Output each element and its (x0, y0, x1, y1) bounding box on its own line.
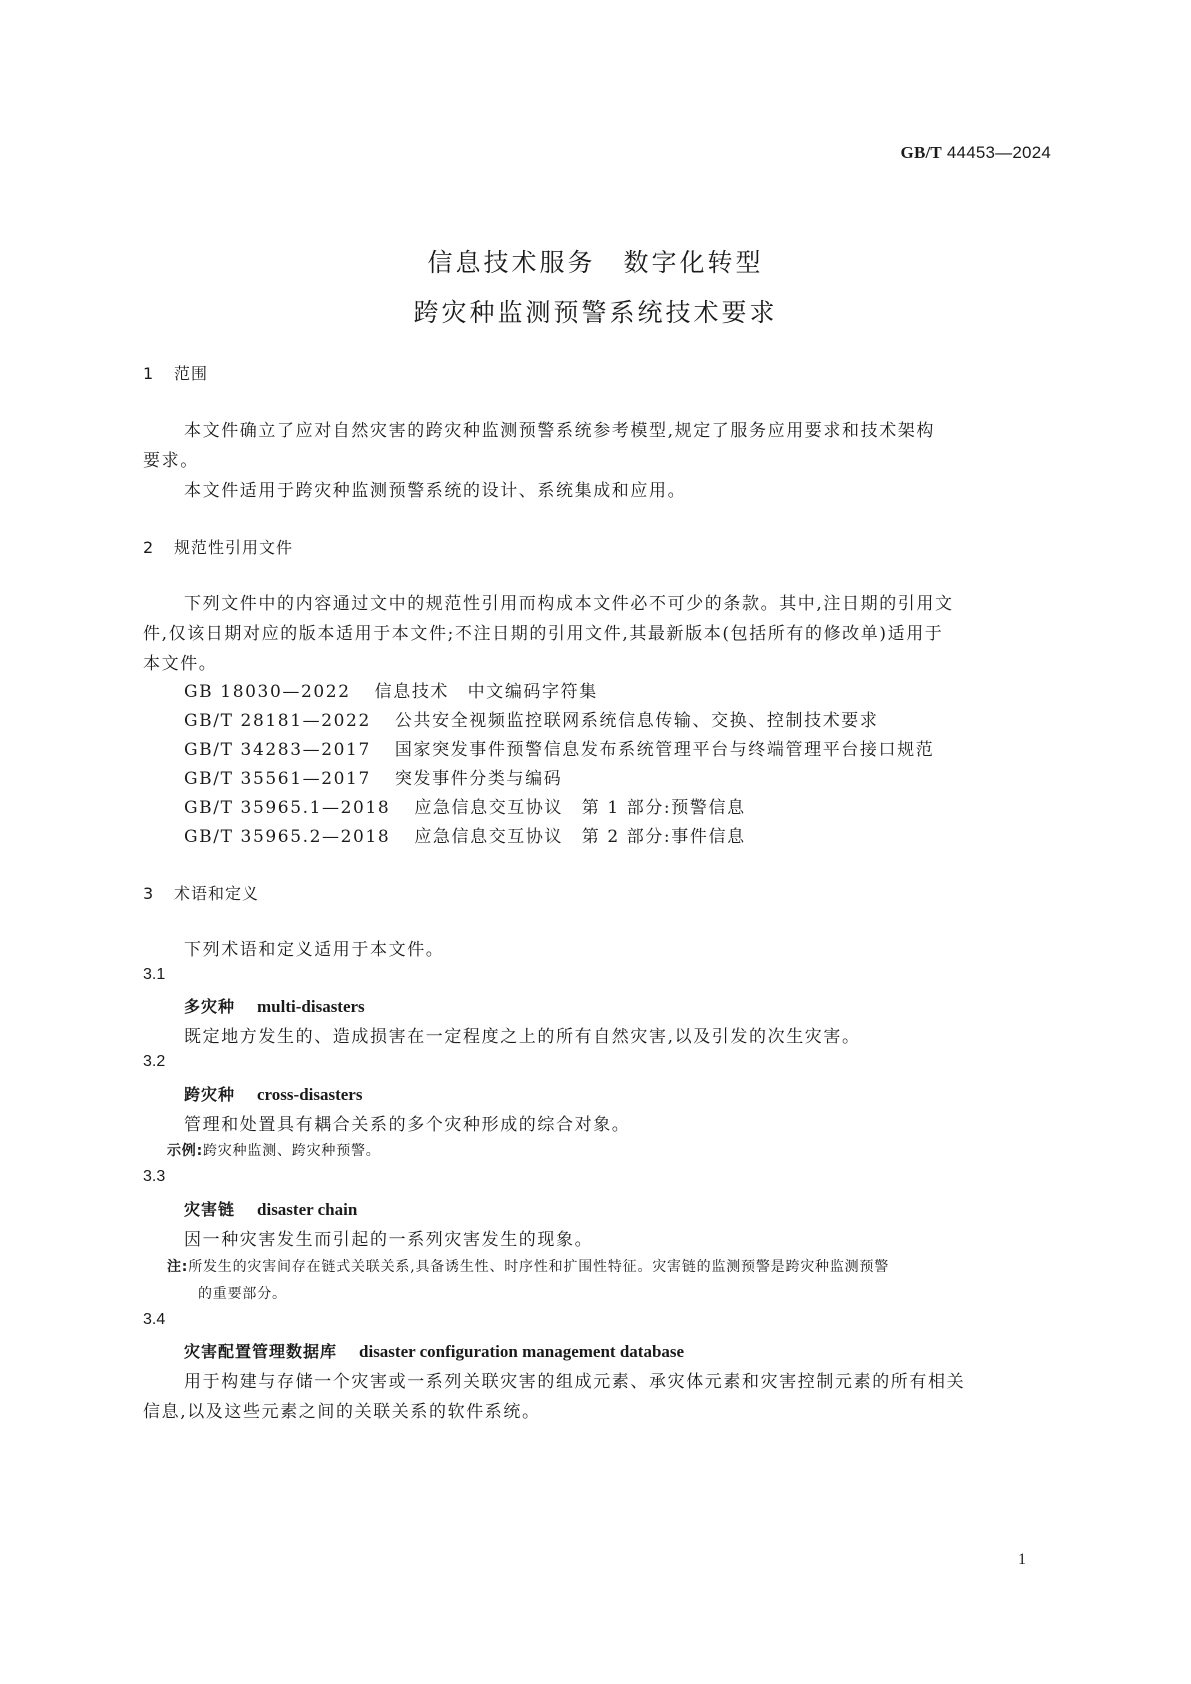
page-number: 1 (1018, 1551, 1026, 1568)
term-definition: 既定地方发生的、造成损害在一定程度之上的所有自然灾害,以及引发的次生灾害。 (184, 1027, 861, 1047)
reference-code: GB/T 35965.2—2018 (184, 827, 391, 847)
reference-item (184, 735, 934, 760)
term-english: cross-disasters (257, 1085, 363, 1104)
term-number: 3.2 (143, 1053, 166, 1070)
example-label: 示例: (167, 1143, 203, 1159)
term-definition: 因一种灾害发生而引起的一系列灾害发生的现象。 (184, 1230, 594, 1250)
term-number: 3.1 (143, 966, 166, 983)
note-label: 注: (167, 1259, 189, 1275)
section-2-heading (143, 535, 293, 558)
term-chinese: 灾害配置管理数据库 (184, 1342, 338, 1361)
paragraph: 本文件。 (143, 654, 218, 674)
section-number: 1 (143, 364, 155, 383)
paragraph: 下列文件中的内容通过文中的规范性引用而构成本文件必不可少的条款。其中,注日期的引用文 (184, 594, 954, 614)
term-english: disaster chain (257, 1200, 358, 1219)
reference-title: 应急信息交互协议 第 2 部分:事件信息 (414, 827, 746, 847)
reference-code: GB/T 28181—2022 (184, 711, 371, 731)
term-chinese: 跨灾种 (184, 1085, 236, 1104)
term-heading (184, 1082, 362, 1105)
term-note-continued: 的重要部分。 (198, 1286, 287, 1302)
reference-title: 应急信息交互协议 第 1 部分:预警信息 (414, 798, 746, 818)
section-title: 规范性引用文件 (174, 538, 294, 557)
paragraph: 本文件适用于跨灾种监测预警系统的设计、系统集成和应用。 (184, 481, 687, 501)
standard-code (901, 143, 1051, 163)
term-chinese: 灾害链 (184, 1200, 236, 1219)
reference-item (184, 706, 879, 731)
reference-title: 公共安全视频监控联网系统信息传输、交换、控制技术要求 (394, 711, 879, 731)
section-title: 术语和定义 (174, 884, 260, 903)
term-heading (184, 1339, 684, 1362)
term-english: disaster configuration management database (359, 1342, 685, 1361)
term-english: multi-disasters (257, 997, 365, 1016)
reference-item (184, 677, 598, 702)
section-3-heading (143, 881, 259, 904)
term-number: 3.4 (143, 1311, 166, 1328)
term-definition-continued: 信息,以及这些元素之间的关联关系的软件系统。 (143, 1402, 541, 1422)
term-definition: 用于构建与存储一个灾害或一系列关联灾害的组成元素、承灾体元素和灾害控制元素的所有相关 (184, 1372, 966, 1392)
standard-number: 44453—2024 (946, 143, 1051, 162)
note-text: 所发生的灾害间存在链式关联关系,具备诱生性、时序性和扩围性特征。灾害链的监测预警是跨灾种监测预警 (188, 1259, 890, 1275)
paragraph: 本文件确立了应对自然灾害的跨灾种监测预警系统参考模型,规定了服务应用要求和技术架构 (184, 421, 936, 441)
standard-prefix: GB/T (900, 143, 942, 162)
paragraph: 下列术语和定义适用于本文件。 (184, 940, 445, 960)
paragraph: 件,仅该日期对应的版本适用于本文件;不注日期的引用文件,其最新版本(包括所有的修改单)适用于 (143, 624, 944, 644)
term-definition: 管理和处置具有耦合关系的多个灾种形成的综合对象。 (184, 1115, 631, 1135)
reference-title: 突发事件分类与编码 (394, 769, 563, 789)
section-1-heading (143, 361, 208, 384)
reference-item (184, 822, 746, 847)
reference-item (184, 793, 746, 818)
term-heading (184, 1197, 357, 1220)
reference-title: 国家突发事件预警信息发布系统管理平台与终端管理平台接口规范 (394, 740, 935, 760)
section-title: 范围 (174, 364, 209, 383)
paragraph: 要求。 (143, 451, 199, 471)
document-title-line-2: 跨灾种监测预警系统技术要求 (413, 298, 778, 327)
document-title-line-1: 信息技术服务 数字化转型 (427, 248, 764, 277)
reference-code: GB/T 35965.1—2018 (184, 798, 391, 818)
example-text: 跨灾种监测、跨灾种预警。 (203, 1143, 381, 1159)
term-example (167, 1140, 381, 1160)
section-number: 3 (143, 884, 155, 903)
term-heading (184, 994, 365, 1017)
reference-title: 信息技术 中文编码字符集 (374, 682, 598, 702)
reference-code: GB/T 34283—2017 (184, 740, 371, 760)
reference-code: GB/T 35561—2017 (184, 769, 371, 789)
term-note (167, 1256, 889, 1276)
section-number: 2 (143, 538, 155, 557)
reference-item (184, 764, 562, 789)
term-number: 3.3 (143, 1168, 166, 1185)
term-chinese: 多灾种 (184, 997, 236, 1016)
reference-code: GB 18030—2022 (184, 682, 351, 702)
